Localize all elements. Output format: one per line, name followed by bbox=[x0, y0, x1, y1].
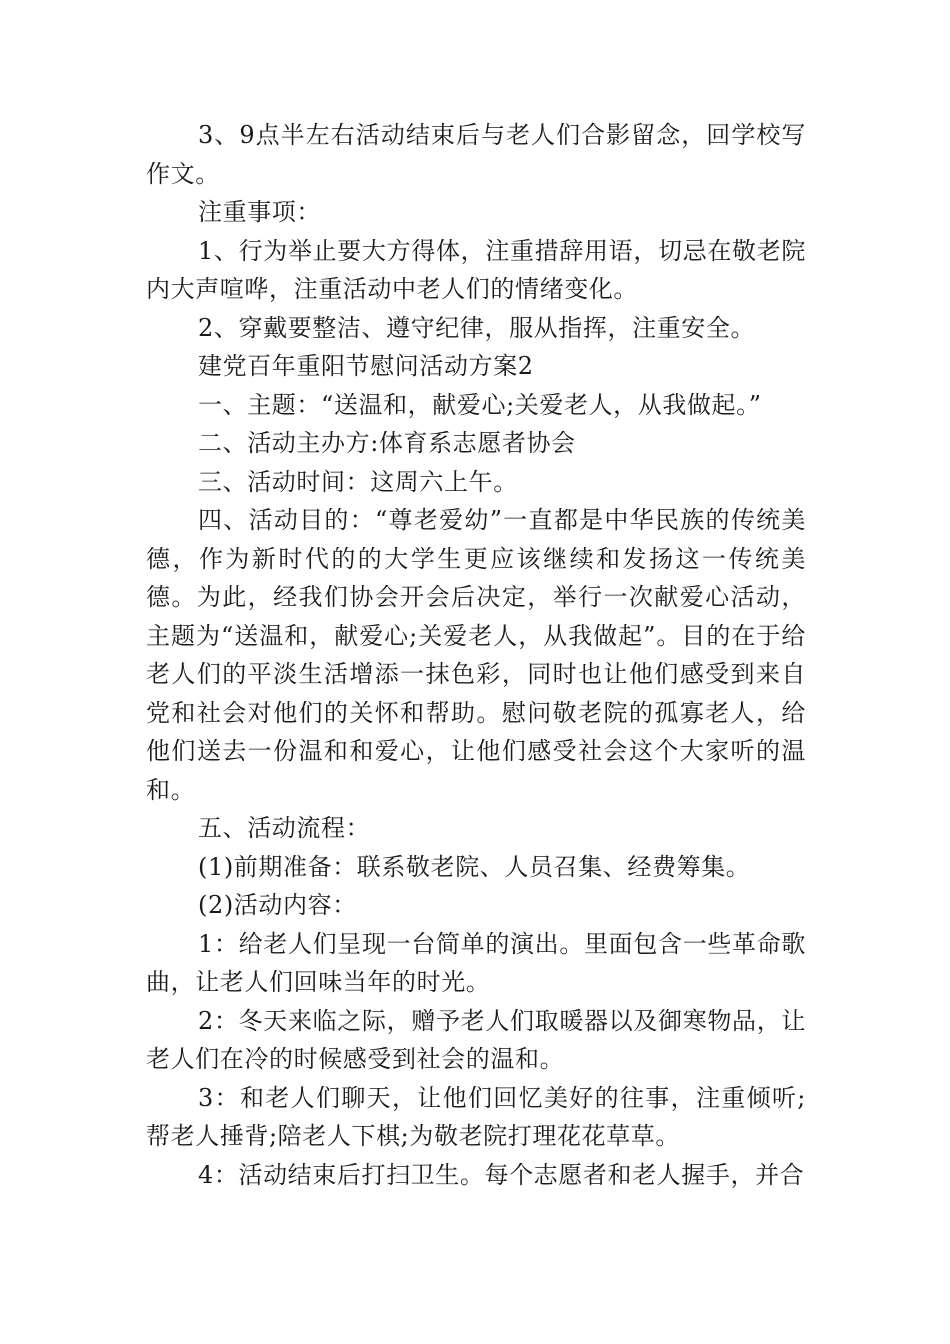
paragraph: 1：给老人们呈现一台简单的演出。里面包含一些革命歌曲，让老人们回味当年的时光。 bbox=[146, 929, 806, 996]
paragraph: 2：冬天来临之际，赠予老人们取暖器以及御寒物品，让老人们在冷的时候感受到社会的温和。 bbox=[146, 1006, 806, 1073]
paragraph: 四、活动目的：“尊老爱幼”一直都是中华民族的传统美德，作为新时代的的大学生更应该继续和发扬这一传统美德。为此，经我们协会开会后决定，举行一次献爱心活动，主题为“送温和，献爱心;关爱老人，从我做起”。目的在于给老人们的平淡生活增添一抹色彩，同时也让他们感受到来自党和社会对他们的关怀和帮助。慰问敬老院的孤寡老人，给他们送去一份温和和爱心，让他们感受社会这个大家听的温和。 bbox=[146, 506, 806, 804]
document-body bbox=[146, 116, 806, 1194]
paragraph: 二、活动主办方:体育系志愿者协会 bbox=[198, 429, 576, 457]
paragraph: 一、主题：“送温和，献爱心;关爱老人，从我做起。” bbox=[198, 390, 762, 419]
section-heading: 建党百年重阳节慰问活动方案2 bbox=[198, 352, 534, 380]
paragraph: (1)前期准备：联系敬老院、人员召集、经费筹集。 bbox=[198, 852, 751, 881]
paragraph: 五、活动流程： bbox=[198, 814, 371, 842]
paragraph: (2)活动内容： bbox=[198, 891, 357, 919]
paragraph: 4：活动结束后打扫卫生。每个志愿者和老人握手，并合 bbox=[198, 1160, 805, 1189]
paragraph: 注重事项： bbox=[198, 198, 321, 226]
paragraph: 2、穿戴要整洁、遵守纪律，服从指挥，注重安全。 bbox=[198, 313, 756, 342]
paragraph: 1、行为举止要大方得体，注重措辞用语，切忌在敬老院内大声喧哗，注重活动中老人们的情绪变化。 bbox=[146, 236, 806, 303]
paragraph: 三、活动时间：这周六上午。 bbox=[198, 467, 518, 496]
paragraph: 3：和老人们聊天，让他们回忆美好的往事，注重倾听;帮老人捶背;陪老人下棋;为敬老院打理花花草草。 bbox=[146, 1083, 806, 1150]
paragraph: 3、9点半左右活动结束后与老人们合影留念，回学校写作文。 bbox=[146, 121, 806, 188]
